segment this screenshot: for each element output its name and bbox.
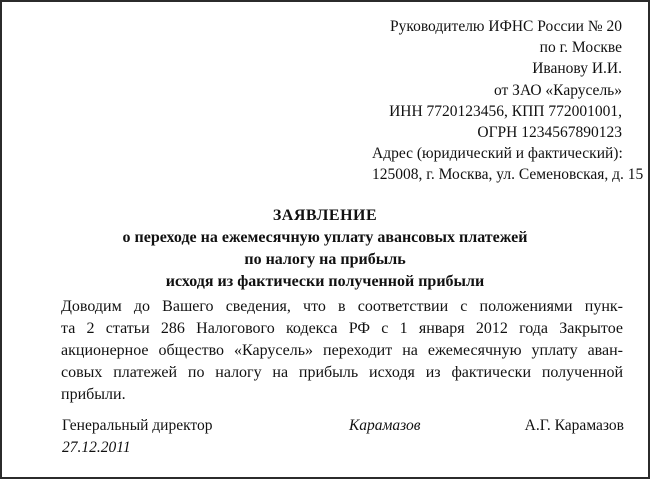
body-line: акционерное общество «Карусель» переходит на ежемесячную уплату аван- [61, 342, 623, 359]
recipient-line: по г. Москве [539, 39, 622, 57]
recipient-line: Иванову И.И. [532, 60, 622, 78]
recipient-line: Адрес (юридический и фактический): [372, 145, 623, 163]
signer-name: А.Г. Карамазов [524, 417, 624, 434]
recipient-line: Руководителю ИФНС России № 20 [389, 18, 622, 35]
document-title [2, 205, 648, 293]
handwritten-signature: Карамазов [349, 417, 421, 434]
title-subline: о переходе на ежемесячную уплату авансовых платежей [122, 229, 528, 246]
title-subline: исходя из фактически полученной прибыли [165, 273, 485, 290]
body-line: прибыли. [61, 386, 126, 403]
title-subline: по налогу на прибыль [244, 251, 406, 268]
body-paragraph [61, 296, 623, 406]
body-line: Доводим до Вашего сведения, что в соответствии с положениями пунк- [61, 298, 623, 315]
body-line: та 2 статьи 286 Налогового кодекса РФ с 1 января 2012 года Закрытое [61, 320, 623, 337]
recipient-line: от ЗАО «Карусель» [493, 81, 622, 99]
recipient-line: ИНН 7720123456, КПП 772001001, [389, 102, 622, 120]
signer-position: Генеральный директор [62, 417, 213, 434]
recipient-block [372, 16, 644, 186]
document-date: 27.12.2011 [62, 439, 131, 456]
recipient-line: ОГРН 1234567890123 [477, 124, 622, 142]
recipient-line: 125008, г. Москва, ул. Семеновская, д. 15 [372, 166, 644, 184]
page-title: ЗАЯВЛЕНИЕ [272, 207, 378, 224]
body-line: совых платежей по налогу на прибыль исходя из фактически полученной [61, 364, 623, 381]
